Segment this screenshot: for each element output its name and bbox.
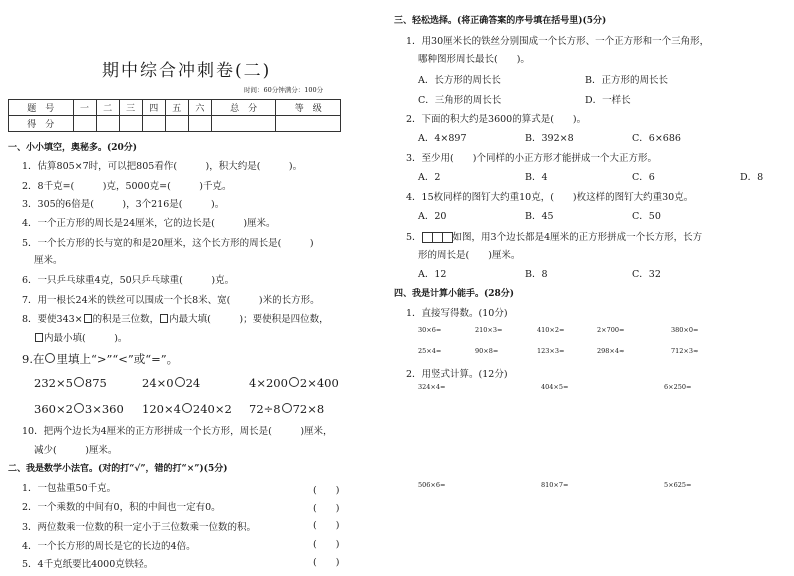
option[interactable]: D．8 [740,172,764,183]
score-input-cell[interactable] [73,116,96,132]
circle-box-icon [45,353,55,363]
option[interactable]: A．长方形的周长长 [418,75,501,86]
score-table [8,99,341,132]
score-input-cell[interactable] [211,116,276,132]
vertical-calc-item: 404×5= [541,383,569,391]
s2-item: 2．一个乘数的中间有0，积的中间也一定有0。 [22,502,221,513]
oral-calc-item: 30×6= [418,326,442,334]
score-input-cell[interactable] [188,116,211,132]
compare-item [249,402,324,416]
option[interactable]: A．2 [418,172,441,183]
circle-blank[interactable] [175,377,185,387]
oral-calc-item: 25×4= [418,347,442,355]
option[interactable]: C．6×686 [632,133,681,144]
option[interactable]: A．4×897 [418,133,467,144]
score-cell: 等 级 [276,100,341,116]
time-score-info: 时间：60分钟满分：100分 [244,86,324,94]
compare-item [34,376,107,390]
circle-blank[interactable] [74,403,84,413]
option[interactable]: B．8 [525,269,548,280]
compare-right: 3×360 [84,402,124,416]
s4-part2-title: 2．用竖式计算。(12分) [406,369,508,380]
s3-q3: 3．至少用( )个同样的小正方形才能拼成一个大正方形。 [406,153,657,164]
s3-q2: 2．下面的积大约是3600的算式是( )。 [406,114,587,125]
s2-item: 5．4千克纸要比4000克铁轻。 [22,559,154,570]
s3-q5-line1 [406,229,702,245]
s1-q1: 1．估算805×7时，可以把805看作( )，积大约是( )。 [22,161,303,172]
oral-calc-item: 2×700= [597,326,625,334]
compare-left: 72÷8 [249,402,281,416]
square-box-icon [84,314,92,323]
circle-blank[interactable] [182,403,192,413]
compare-right: 24 [185,376,201,390]
option[interactable]: A．20 [418,211,447,222]
page-title: 期中综合冲刺卷(二) [102,61,272,81]
answer-paren[interactable]: ( ) [313,485,340,496]
oral-calc-item: 298×4≈ [597,347,625,355]
answer-paren[interactable]: ( ) [313,539,340,550]
option[interactable]: B．4 [525,172,548,183]
score-cell: 五 [165,100,188,116]
option[interactable]: C．三角形的周长长 [418,95,502,106]
s1-q7: 7．用一根长24米的铁丝可以围成一个长8米、宽( )米的长方形。 [22,295,320,306]
option[interactable]: C．50 [632,211,661,222]
s2-item: 1．一包盐重50千克。 [22,483,117,494]
score-cell: 一 [73,100,96,116]
s3-q5-line2: 形的周长是( )厘米。 [418,250,521,261]
score-input-cell[interactable] [165,116,188,132]
circle-blank[interactable] [289,377,299,387]
s1-q10-line1: 10．把两个边长为4厘米的正方形拼成一个长方形，周长是( )厘米， [22,426,333,437]
vertical-calc-item: 6×250= [664,383,692,391]
score-cell: 二 [96,100,119,116]
score-input-cell[interactable] [276,116,341,132]
s1-q10-line2: 减少( )厘米。 [34,445,118,456]
oral-calc-item: 123×3= [537,347,565,355]
oral-calc-item: 380×0= [671,326,699,334]
section1-title: 一、小小填空，奥秘多。(20分) [8,143,138,153]
s3-q4: 4．15枚同样的图钉大约重10克，( )枚这样的图钉大约重30克。 [406,192,694,203]
option[interactable]: B．正方形的周长长 [585,75,668,86]
s1-q9-text2: 里填上“>”“<”或“=”。 [56,352,179,366]
s1-q8-text1: 8．要使343× [22,314,83,325]
square-icon [442,232,453,243]
score-cell: 题 号 [9,100,74,116]
s1-q9-text1: 9.在 [22,352,45,366]
score-table-score-row [9,116,341,132]
vertical-calc-item: 506×6= [418,481,446,489]
score-cell: 四 [142,100,165,116]
section2-title: 二、我是数学小法官。(对的打“√”，错的打“×”)(5分) [8,464,228,474]
answer-paren[interactable]: ( ) [313,557,340,568]
score-input-cell[interactable] [96,116,119,132]
score-cell: 得 分 [9,116,74,132]
compare-right: 72×8 [292,402,325,416]
compare-right: 2×400 [299,376,339,390]
s1-q8-line1 [22,311,329,325]
square-box-icon [160,314,168,323]
s1-q5-line1: 5．一个长方形的长与宽的和是20厘米，这个长方形的周长是( ) [22,238,314,249]
score-input-cell[interactable] [142,116,165,132]
compare-left: 120×4 [142,402,181,416]
s4-part1-title: 1．直接写得数。(10分) [406,308,508,319]
s1-q8-line2 [34,330,127,344]
s1-q8-text4: 内最小填( )。 [44,333,128,344]
option[interactable]: C．6 [632,172,655,183]
compare-item [142,376,200,390]
s3-q5-text: 如图，用3个边长都是4厘米的正方形拼成一个长方形，长方 [452,232,703,243]
s3-q1-line2: 哪种图形周长最长( )。 [418,54,530,65]
vertical-calc-item: 5×625= [664,481,692,489]
oral-calc-item: 210×3= [475,326,503,334]
s1-q8-text3: 内最大填( )；要使积是四位数， [169,314,329,325]
score-input-cell[interactable] [119,116,142,132]
oral-calc-item: 410×2= [537,326,565,334]
circle-blank[interactable] [282,403,292,413]
three-squares-figure [422,232,453,245]
s3-q1-line1: 1．用30厘米长的铁丝分别围成一个长方形、一个正方形和一个三角形， [406,36,710,47]
compare-left: 24×0 [142,376,174,390]
compare-left: 4×200 [249,376,288,390]
vertical-calc-item: 324×4= [418,383,446,391]
option[interactable]: B．45 [525,211,554,222]
compare-left: 360×2 [34,402,73,416]
s1-q4: 4．一个正方形的周长是24厘米，它的边长是( )厘米。 [22,218,276,229]
score-cell: 总 分 [211,100,276,116]
s2-item: 3．两位数乘一位数的积一定小于三位数乘一位数的积。 [22,522,257,533]
option[interactable]: C．32 [632,269,661,280]
compare-left: 232×5 [34,376,73,390]
oral-calc-item: 90×8= [475,347,499,355]
answer-paren[interactable]: ( ) [313,503,340,514]
oral-calc-item: 712×3≈ [671,347,699,355]
score-cell: 三 [119,100,142,116]
s1-q6: 6．一只乒乓球重4克，50只乒乓球重( )克。 [22,275,235,286]
s2-item: 4．一个长方形的周长是它的长边的4倍。 [22,541,196,552]
score-table-header-row [9,100,341,116]
s1-q8-text2: 的积是三位数， [92,314,160,325]
answer-paren[interactable]: ( ) [313,520,340,531]
option[interactable]: D．一样长 [585,95,631,106]
score-cell: 六 [188,100,211,116]
circle-blank[interactable] [74,377,84,387]
square-box-icon [35,333,43,342]
s1-q2: 2．8千克=( )克，5000克=( )千克。 [22,181,232,192]
section3-title: 三、轻松选择。(将正确答案的序号填在括号里)(5分) [394,16,607,26]
s3-q5-number: 5． [406,232,422,243]
compare-item [249,376,339,390]
option[interactable]: B．392×8 [525,133,574,144]
compare-right: 240×2 [192,402,232,416]
s1-q5-line2: 厘米。 [34,255,63,266]
compare-item [142,402,232,416]
compare-item [34,402,124,416]
s1-q3: 3．305的6倍是( )，3个216是( )。 [22,199,225,210]
compare-right: 875 [84,376,107,390]
s1-q9-prompt [22,351,178,367]
vertical-calc-item: 810×7= [541,481,569,489]
option[interactable]: A．12 [418,269,447,280]
section4-title: 四、我是计算小能手。(28分) [394,289,515,299]
